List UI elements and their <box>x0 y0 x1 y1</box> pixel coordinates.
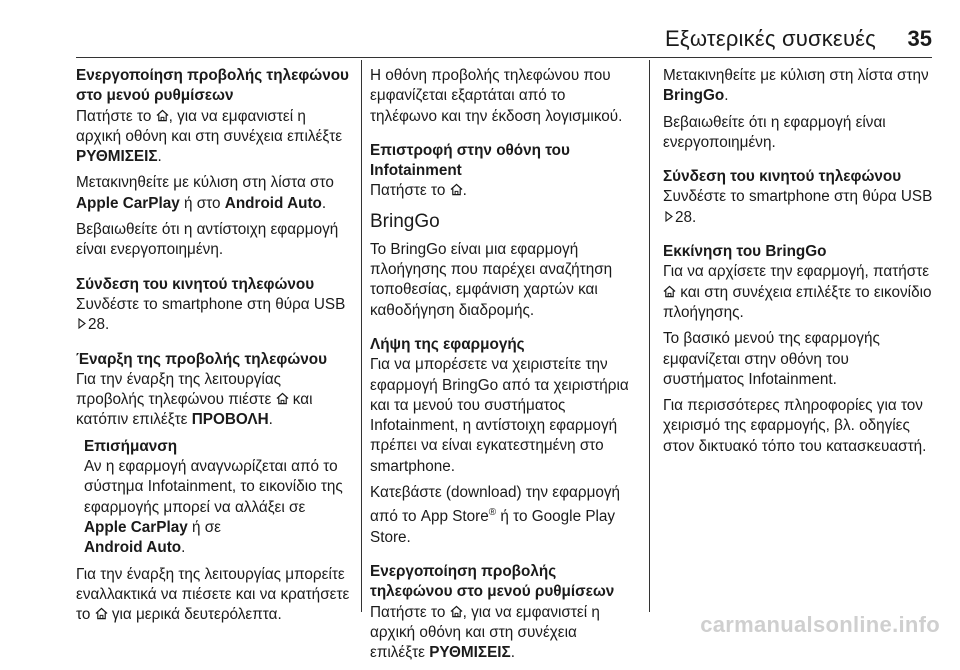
registered-mark: ® <box>488 507 497 519</box>
heading-connect-phone: Σύνδεση του κινητού τηλεφώνου <box>76 275 315 293</box>
paragraph <box>76 107 352 168</box>
heading-connect-phone: Σύνδεση του κινητού τηλεφώνου <box>663 168 902 186</box>
projection-label: ΠΡΟΒΟΛΗ <box>191 411 269 429</box>
text: . <box>724 87 729 105</box>
heading-return-infotainment: Επιστροφή στην οθόνη του Infotainment <box>370 141 570 180</box>
paragraph: Το BringGo είναι μια εφαρμογή πλοήγησης που παρέχει αναζήτηση τοποθεσίας, εμφάνιση χαρτών και καθοδήγηση διαδρομής. <box>370 240 613 319</box>
paragraph <box>663 187 933 228</box>
section-heading-bringgo: BringGo <box>370 210 440 232</box>
column-2 <box>370 66 633 670</box>
paragraph: Βεβαιωθείτε ότι η εφαρμογή είναι ενεργοποιημένη. <box>663 113 886 151</box>
text: Συνδέστε το smartphone στη θύρα USB <box>76 295 346 313</box>
settings-label: ΡΥΘΜΙΣΕΙΣ <box>76 148 158 166</box>
paragraph <box>76 370 352 431</box>
column-1 <box>76 66 352 631</box>
page-reference[interactable]: 28 <box>88 316 106 334</box>
text: Πατήστε το <box>370 603 446 621</box>
note-text <box>84 457 352 558</box>
paragraph: Για περισσότερες πληροφορίες για τον χειρισμό της εφαρμογής, βλ. οδηγίες στον δικτυακό τόπο του κατασκευαστή. <box>663 397 927 455</box>
paragraph <box>76 173 352 214</box>
text: , για να εμφανιστεί η αρχική οθόνη και στη συνέχεια επιλέξτε <box>76 107 343 145</box>
home-icon <box>450 605 463 618</box>
header-rule <box>76 57 932 58</box>
android-auto-label: Android Auto <box>84 539 182 557</box>
text: ή σε <box>191 518 221 536</box>
text: Συνδέστε το smartphone στη θύρα USB <box>663 188 933 206</box>
settings-label: ΡΥΘΜΙΣΕΙΣ <box>429 644 511 662</box>
text: ή το Google Play Store. <box>370 508 616 546</box>
text: . <box>181 539 186 557</box>
text: , για να εμφανιστεί η αρχική οθόνη και στη συνέχεια επιλέξτε <box>370 603 600 662</box>
paragraph <box>76 565 352 626</box>
column-divider-2 <box>649 60 650 612</box>
home-icon <box>276 392 289 405</box>
home-icon <box>156 109 169 122</box>
page-number: 35 <box>907 26 932 51</box>
text: . <box>105 316 110 334</box>
text: . <box>268 411 273 429</box>
text: Για να αρχίσετε την εφαρμογή, πατήστε <box>663 263 930 281</box>
text: Πατήστε το <box>370 182 446 200</box>
page-header <box>0 0 960 60</box>
note-title: Επισήμανση <box>84 437 178 455</box>
paragraph <box>370 181 633 201</box>
paragraph: Βεβαιωθείτε ότι η αντίστοιχη εφαρμογή είναι ενεργοποιημένη. <box>76 221 339 259</box>
paragraph <box>663 262 933 323</box>
text: Αν η εφαρμογή αναγνωρίζεται από το σύστημα Infotainment, το εικονίδιο της εφαρμογής μπορεί να αλλάξει σε <box>84 458 343 516</box>
bringgo-label: BringGo <box>663 87 725 105</box>
heading-start-projection: Έναρξη της προβολής τηλεφώνου <box>76 350 328 368</box>
text: . <box>692 208 697 226</box>
paragraph <box>370 483 633 548</box>
reference-arrow-icon <box>78 318 86 329</box>
reference-arrow-icon <box>665 211 673 222</box>
paragraph <box>370 603 633 664</box>
heading-download-app: Λήψη της εφαρμογής <box>370 335 525 353</box>
text: . <box>321 194 327 212</box>
paragraph: Για να μπορέσετε να χειριστείτε την εφαρμογή BringGo από τα χειριστήρια και τα μενού του συστήματος Infotainment, η αντίστοιχη εφαρμογή πρέπει να είναι εγκατεστημένη στο smartphone. <box>370 356 629 475</box>
text: Μετακινηθείτε με κύλιση στη λίστα στο <box>76 174 334 192</box>
paragraph: Το βασικό μενού της εφαρμογής εμφανίζεται στην οθόνη του συστήματος Infotainment. <box>663 330 880 388</box>
heading-activate-projection: Ενεργοποίηση προβολής τηλεφώνου στο μενού ρυθμίσεων <box>370 563 615 601</box>
home-icon <box>663 285 676 298</box>
column-3 <box>663 66 933 463</box>
apple-carplay-label: Apple CarPlay <box>76 194 180 212</box>
text: Για την έναρξη της λειτουργίας προβολής τηλεφώνου πιέστε <box>76 370 282 409</box>
text: για μερικά δευτερόλεπτα. <box>111 606 282 624</box>
heading-start-bringgo: Εκκίνηση του BringGo <box>663 243 827 261</box>
text: και στη συνέχεια επιλέξτε το εικονίδιο πλοήγησης. <box>663 283 932 321</box>
column-divider-1 <box>361 60 362 612</box>
text: . <box>462 182 467 200</box>
paragraph <box>663 66 933 107</box>
page-reference[interactable]: 28 <box>675 208 693 226</box>
heading-activate-projection: Ενεργοποίηση προβολής τηλεφώνου στο μενού ρυθμίσεων <box>76 67 349 105</box>
text: . <box>157 148 162 166</box>
watermark: carmanualsonline.info <box>700 612 940 637</box>
text: ή στο <box>183 194 221 212</box>
home-icon <box>450 183 463 196</box>
text: Κατεβάστε (download) την εφαρμογή από το App Store <box>370 484 621 526</box>
android-auto-label: Android Auto <box>224 194 322 212</box>
text: Μετακινηθείτε με κύλιση στη λίστα στην <box>663 67 929 84</box>
paragraph <box>76 295 352 336</box>
home-icon <box>95 607 108 620</box>
paragraph: Η οθόνη προβολής τηλεφώνου που εμφανίζεται εξαρτάται από το τηλέφωνο και την έκδοση λογισμικού. <box>370 67 623 125</box>
running-title: Εξωτερικές συσκευές <box>664 26 876 51</box>
text: Πατήστε το <box>76 107 152 125</box>
note-box <box>84 437 352 559</box>
text: και κατόπιν επιλέξτε <box>76 391 313 429</box>
text: Για την έναρξη της λειτουργίας μπορείτε εναλλακτικά να πιέσετε και να κρατήσετε το <box>76 565 350 624</box>
apple-carplay-label: Apple CarPlay <box>84 518 188 536</box>
text: . <box>510 644 515 662</box>
